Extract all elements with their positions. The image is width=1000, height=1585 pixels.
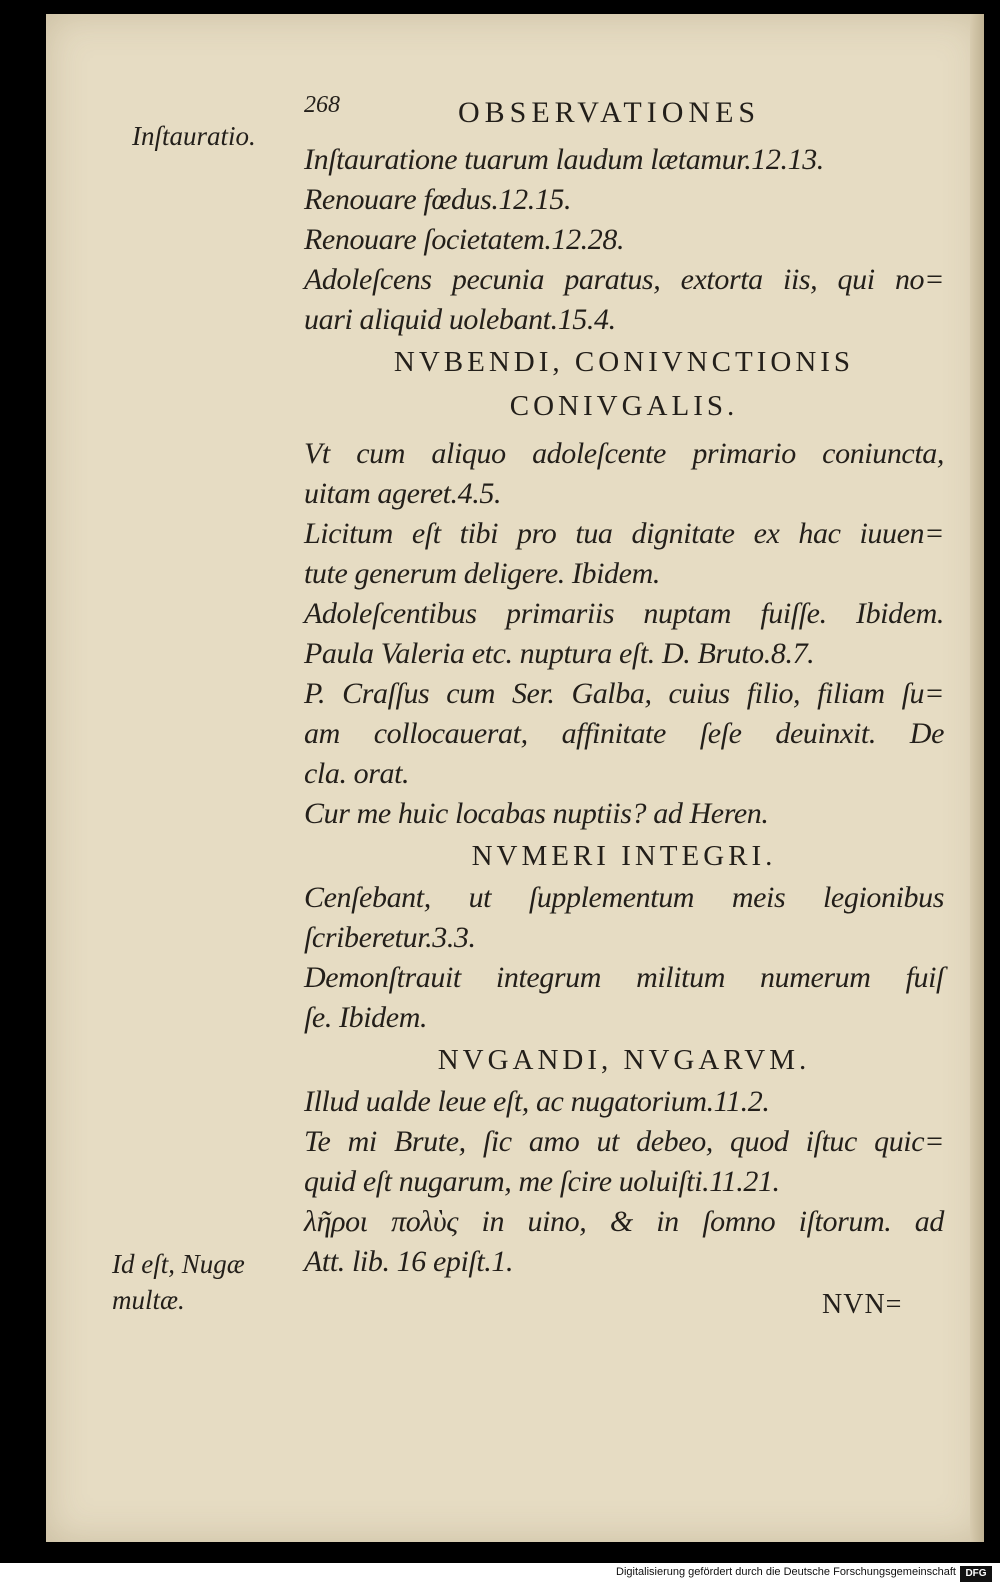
catchword: NVN= (822, 1289, 903, 1320)
margin-note-instauratio: Inſtauratio. (132, 121, 256, 151)
text-line: quid eſt nugarum, me ſcire uoluiſti.11.21. (304, 1165, 780, 1198)
text-line: Cur me huic locabas nuptiis? ad Heren. (304, 797, 769, 830)
book-page (46, 14, 984, 1542)
text-line: Att. lib. 16 epiſt.1. (304, 1245, 514, 1278)
text-line: tute generum deligere. Ibidem. (304, 557, 660, 590)
text-line: Renouare ſocietatem.12.28. (304, 223, 625, 256)
page-number: 268 (304, 92, 340, 118)
running-title: OBSERVATIONES (458, 96, 761, 129)
text-line: Cenſebant, ut ſupplementum meis legionibus (304, 881, 944, 914)
section-heading-nubendi: NVBENDI, CONIVNCTIONIS (393, 346, 855, 378)
body-text (304, 140, 944, 1282)
margin-note-nugae: Id eſt, Nugæ (112, 1249, 245, 1279)
text-line: ſcriberetur.3.3. (304, 921, 476, 954)
digitization-footer (0, 1563, 1000, 1585)
text-line: Adoleſcentibus primariis nuptam fuiſſe. Ibidem. (304, 597, 944, 630)
dfg-logo-icon: DFG (960, 1566, 992, 1582)
footer-credit: Digitalisierung gefördert durch die Deutsche Forschungsgemeinschaft (616, 1566, 956, 1578)
section-heading-coniugalis: CONIVGALIS. (509, 390, 739, 422)
text-line: Vt cum aliquo adoleſcente primario coniuncta, (304, 437, 944, 470)
text-line: Inſtauratione tuarum laudum lætamur.12.13. (304, 143, 824, 176)
text-line: Demonſtrauit integrum militum numerum fuiſ (304, 961, 944, 994)
text-line: am collocauerat, affinitate ſeſe deuinxit. De (304, 717, 944, 750)
text-line: Paula Valeria etc. nuptura eſt. D. Bruto.8.7. (304, 637, 815, 670)
text-line: Illud ualde leue eſt, ac nugatorium.11.2. (304, 1085, 770, 1118)
text-line: uari aliquid uolebant.15.4. (304, 303, 616, 336)
text-line: P. Craſſus cum Ser. Galba, cuius filio, filiam ſu= (304, 677, 944, 710)
text-line: Adoleſcens pecunia paratus, extorta iis, qui no= (304, 263, 944, 296)
text-line: ſe. Ibidem. (304, 1001, 428, 1034)
margin-note-multae: multæ. (112, 1285, 185, 1315)
section-heading-nugandi: NVGANDI, NVGARVM. (437, 1044, 811, 1076)
text-line: Te mi Brute, ſic amo ut debeo, quod iſtuc quic= (304, 1125, 944, 1158)
page-edge (970, 14, 984, 1542)
text-line: uitam ageret.4.5. (304, 477, 502, 510)
section-heading-numeri: NVMERI INTEGRI. (471, 840, 777, 872)
text-line: Renouare fœdus.12.15. (304, 183, 572, 216)
text-line: Licitum eſt tibi pro tua dignitate ex hac iuuen= (304, 517, 944, 550)
text-line: λῆροι πολὺς in uino, & in ſomno iſtorum. ad (304, 1205, 944, 1238)
text-line: cla. orat. (304, 757, 410, 790)
